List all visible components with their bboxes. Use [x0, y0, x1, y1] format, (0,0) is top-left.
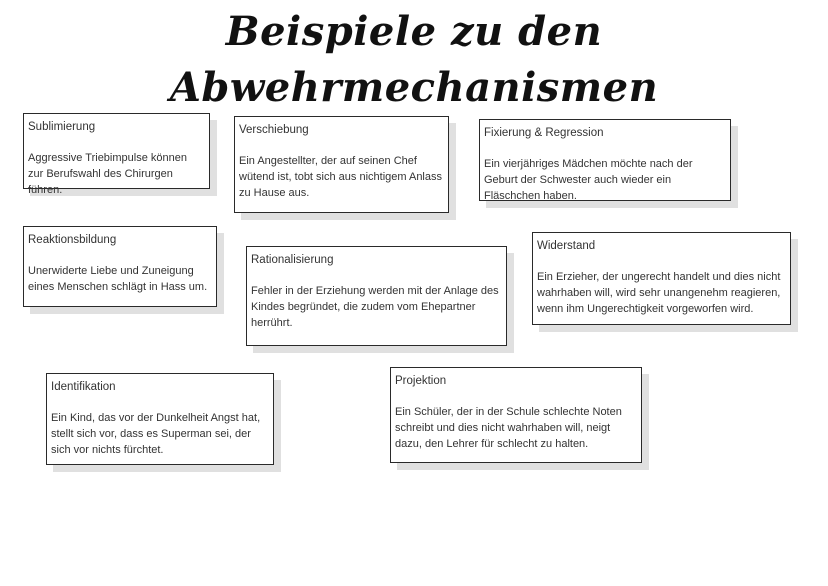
card-text: Ein Angestellter, der auf seinen Chef wütend ist, tobt sich aus nichtigem Anlass zu Hause aus.: [239, 155, 442, 199]
card-heading: Fixierung & Regression: [484, 127, 604, 139]
card-text: Ein Erzieher, der ungerecht handelt und dies nicht wahrhaben will, wird sehr unangenehm reagieren, wenn ihm Ungerechtigkeit vorgeworfen wird.: [537, 271, 781, 315]
card-heading: Rationalisierung: [251, 254, 334, 266]
card-text: Fehler in der Erziehung werden mit der Anlage des Kindes begründet, die zudem vom Ehepartner herrührt.: [251, 285, 499, 329]
card-heading: Widerstand: [537, 240, 596, 252]
card-rationalisierung: [246, 246, 507, 346]
card-heading: Projektion: [395, 375, 447, 387]
card-heading: Reaktionsbildung: [28, 234, 117, 246]
card-reaktionsbildung: [23, 226, 217, 307]
card-text: Ein Kind, das vor der Dunkelheit Angst hat, stellt sich vor, dass es Superman sei, der sich vor nichts fürchtet.: [51, 412, 261, 456]
card-text: Ein vierjähriges Mädchen möchte nach der Geburt der Schwester auch wieder ein Fläschchen haben.: [484, 158, 693, 202]
card-widerstand: [532, 232, 791, 325]
card-projektion: [390, 367, 642, 463]
card-text: Aggressive Triebimpulse können zur Berufswahl des Chirurgen führen.: [28, 152, 187, 196]
card-identifikation: [46, 373, 274, 465]
card-text: Unerwiderte Liebe und Zuneigung eines Menschen schlägt in Hass um.: [28, 265, 208, 293]
card-fixierung-regression: [479, 119, 731, 201]
page-title: Beispiele zu den Abwehrmechanismen: [169, 8, 659, 111]
card-verschiebung: [234, 116, 449, 213]
card-sublimierung: [23, 113, 210, 196]
card-text: Ein Schüler, der in der Schule schlechte Noten schreibt und dies nicht wahrhaben will, neigt dazu, den Lehrer für schlecht zu halten.: [395, 406, 622, 450]
card-heading: Sublimierung: [28, 121, 96, 133]
card-heading: Identifikation: [51, 381, 116, 393]
card-heading: Verschiebung: [239, 124, 309, 136]
